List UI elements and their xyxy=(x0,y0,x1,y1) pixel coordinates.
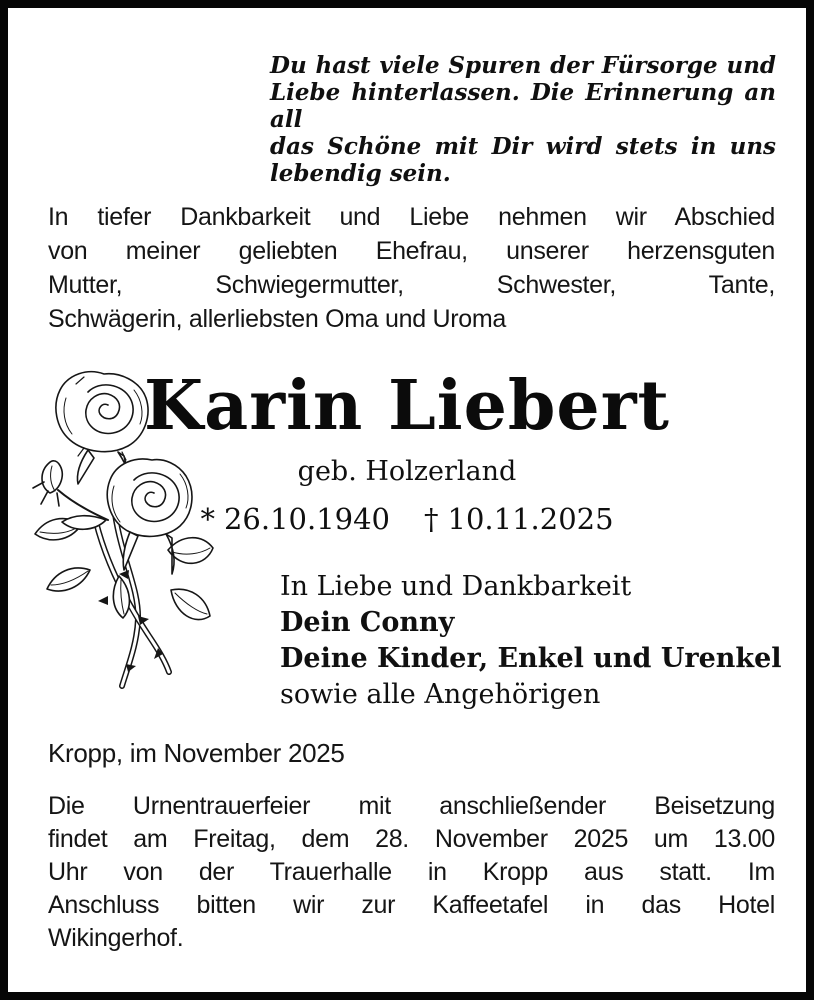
funeral-line: findet am Freitag, dem 28. November 2025 um 13.00 xyxy=(48,825,775,853)
epigraph-line: Liebe hinterlassen. Die Erinnerung an all xyxy=(270,79,776,133)
epigraph-quote xyxy=(270,52,776,187)
maiden-name: geb. Holzerland xyxy=(297,456,517,487)
mourner-line: sowie alle Angehörigen xyxy=(280,679,601,710)
intro-line: In tiefer Dankbarkeit und Liebe nehmen wir Abschied xyxy=(48,203,775,231)
death-date xyxy=(424,502,614,536)
epigraph-line: lebendig sein. xyxy=(270,160,451,187)
intro-line: von meiner geliebten Ehefrau, unserer herzensguten xyxy=(48,237,775,265)
intro-paragraph xyxy=(48,200,775,336)
funeral-line: Anschluss bitten wir zur Kaffeetafel in das Hotel xyxy=(48,891,775,919)
birth-date-value: 26.10.1940 xyxy=(223,502,390,536)
funeral-line: Wikingerhof. xyxy=(48,924,184,952)
epigraph-line: Du hast viele Spuren der Fürsorge und xyxy=(270,52,776,79)
mourner-line: Deine Kinder, Enkel und Urenkel xyxy=(280,643,782,674)
mourner-line: Dein Conny xyxy=(280,607,455,638)
deceased-name: Karin Liebert xyxy=(144,366,670,446)
birth-date xyxy=(200,502,390,536)
died-symbol: † xyxy=(424,502,439,536)
life-dates xyxy=(8,502,806,536)
intro-line: Mutter, Schwiegermutter, Schwester, Tante, xyxy=(48,271,775,299)
epigraph-line: das Schöne mit Dir wird stets in uns xyxy=(270,133,776,160)
funeral-line: Die Urnentrauerfeier mit anschließender Beisetzung xyxy=(48,792,775,820)
place-dateline: Kropp, im November 2025 xyxy=(48,738,345,768)
mourners-closing: In Liebe und Dankbarkeit xyxy=(280,571,632,602)
mourners-block xyxy=(280,569,782,713)
born-symbol: * xyxy=(200,502,215,536)
funeral-line: Uhr von der Trauerhalle in Kropp aus statt. Im xyxy=(48,858,775,886)
funeral-info-paragraph xyxy=(48,790,775,955)
death-date-value: 10.11.2025 xyxy=(447,502,614,536)
intro-line: Schwägerin, allerliebsten Oma und Uroma xyxy=(48,305,506,333)
